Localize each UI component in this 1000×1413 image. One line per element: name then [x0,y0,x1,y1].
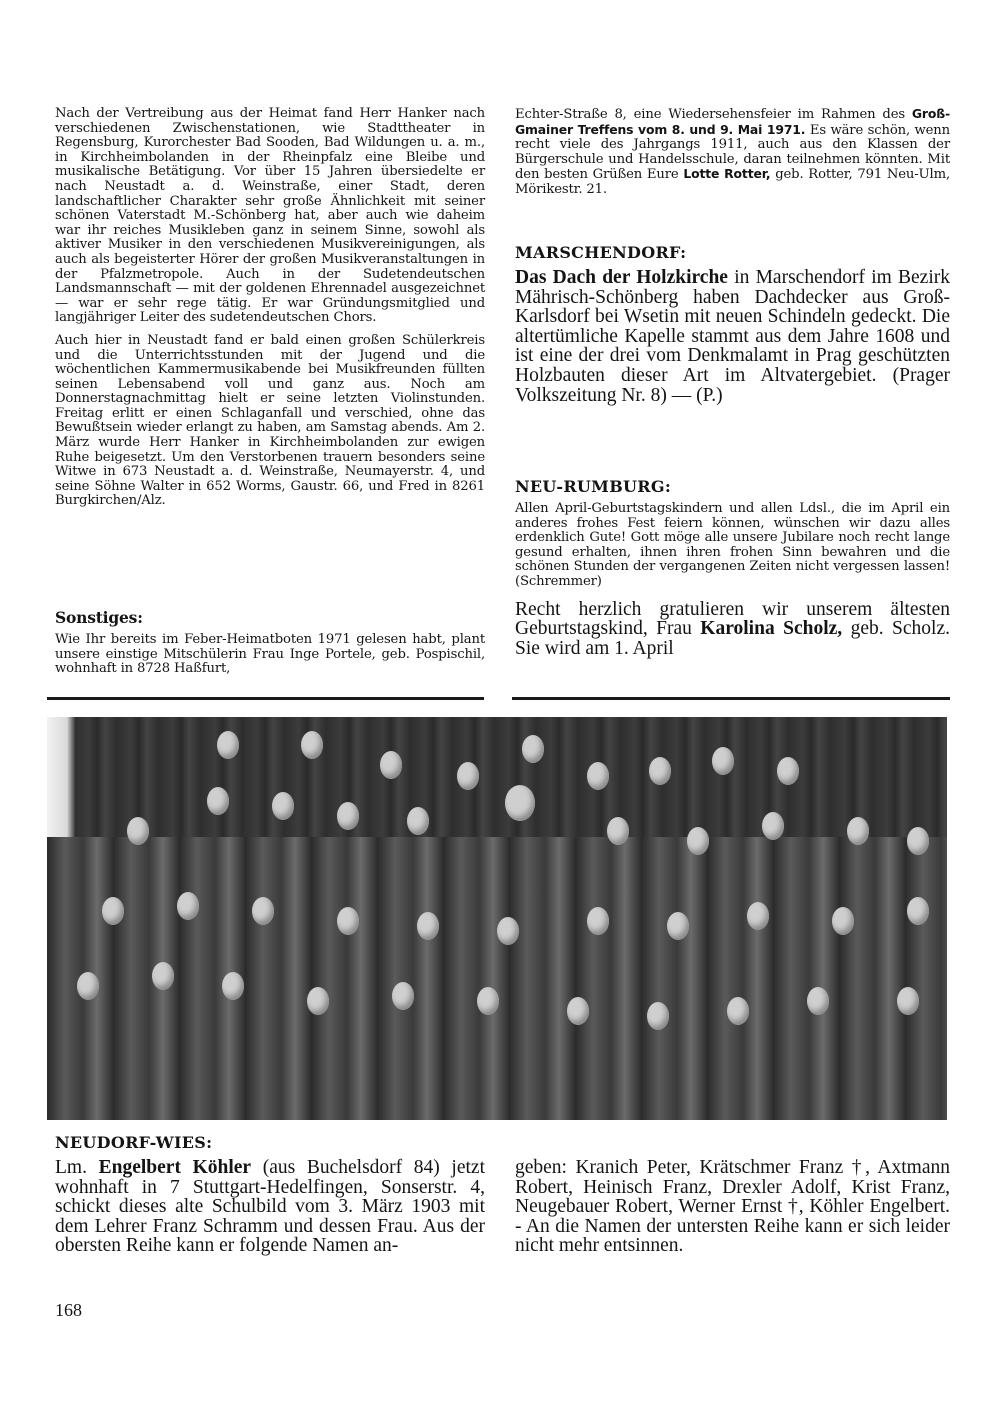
sonstiges-text: Wie Ihr bereits im Feber-Heimatboten 1971 gelesen habt, plant unsere einstige Mitschülerin Frau Inge Portele, geb. Pospischil, wohnhaft in 8728 Haßfurt, [55,632,485,677]
photo-face [762,812,784,840]
photo-face [152,962,174,990]
separator-rule-right [512,697,950,700]
photo-face [647,1002,669,1030]
photo-face [337,907,359,935]
photo-face [777,757,799,785]
reunion-event-bold: Groß-Gmainer Treffens vom 8. und 9. Mai 1971. [515,106,950,137]
left-column [55,107,485,509]
congrats-text-2: geb. Scholz. Sie wird am 1. April [515,618,950,659]
photo-face [272,792,294,820]
photo-face [807,987,829,1015]
neudorf-wies-heading: NEUDORF-WIES: [55,1133,213,1152]
separator-rule-left [47,697,484,700]
marschendorf-section [515,243,950,405]
photo-face [907,827,929,855]
photo-face [307,987,329,1015]
photo-face [667,912,689,940]
photo-face [457,762,479,790]
neudorf-names-list: geben: Kranich Peter, Krätschmer Franz †, Axtmann Robert, Heinisch Franz, Drexler Adolf, Krist Franz, Neugebauer Robert, Werner Ernst †, Köhler Engelbert. - An die Namen der untersten Reihe kann er sich leider nicht mehr entsinnen. [515,1157,950,1257]
reunion-text-3: geb. Rotter, 791 Neu-Ulm, Mörikestr. 21. [515,167,950,197]
photo-face [607,817,629,845]
neudorf-text-1: Lm. [55,1157,99,1178]
neu-rumburg-text: Allen April-Geburtstagskindern und allen Ldsl., die im April ein anderes frohes Fest feiern können, wünschen wir dazu alles erdenklich Gute! Gott möge alle unsere Jubilare noch recht lange gesund erhalten, ihnen ihren frohen Sinn bewahren und die schönen Stunden der vergangenen Zeiten nicht vergessen lassen! (Schremmer) [515,501,950,589]
sonstiges-section [55,608,485,677]
photo-face [907,897,929,925]
neudorf-text-2: (aus Buchelsdorf 84) jetzt wohnhaft in 7 Stuttgart-Hedelfingen, Sonserstr. 4, schickt dieses alte Schulbild vom 3. März 1903 mit dem Lehrer Franz Schramm und dessen Frau. Aus der obersten Reihe kann er folgende Namen an- [55,1157,485,1257]
photo-face [477,987,499,1015]
photo-face [407,807,429,835]
marschendorf-heading: MARSCHENDORF: [515,243,687,262]
reunion-notice [515,107,950,198]
photo-face [847,817,869,845]
photo-face [747,902,769,930]
photo-face [727,997,749,1025]
photo-face [712,747,734,775]
photo-face [207,787,229,815]
neudorf-wies-left-text [55,1158,485,1256]
photo-children-group [47,837,947,1120]
photo-face [217,731,239,759]
photo-face [567,997,589,1025]
photo-face [222,972,244,1000]
hanker-obituary-paragraph-1: Nach der Vertreibung aus der Heimat fand Herr Hanker nach verschiedenen Zwischenstationen, wie Stadttheater in Regensburg, Kurorchester Bad Sooden, Bad Wildungen u. a. m., in Kirchheimbolanden in der Rheinpfalz eine Bleibe und musikalische Betätigung. Vor über 15 Jahren übersiedelte er nach Neustadt a. d. Weinstraße, einer Stadt, deren landschaftlicher Charakter sehr große Ähnlichkeit mit seiner schönen Vaterstadt M.-Schönberg hat, aber auch wie daheim war ihr reiches Musikleben ganz in seinem Sinne, sowohl als aktiver Musiker in den verschiedenen Musikvereinigungen, als auch als begeisterter Hörer der großen Musikveranstaltungen in der Pfalzmetropole. Auch in der Sudetendeutschen Landsmannschaft — mit der goldenen Ehrennadel ausgezeichnet — war er sehr rege tätig. Er war Gründungsmitglied und langjähriger Leiter des sudetendeutschen Chors. [55,106,485,326]
page-number: 168 [55,1300,82,1320]
photo-face [897,987,919,1015]
photo-face [832,907,854,935]
reunion-text-2: Es wäre schön, wenn recht viele des Jahrgangs 1911, auch aus den Klassen der Bürgerschule und Handelsschule, daran teilnehmen könnten. Mit den besten Grüßen Eure [515,122,950,183]
photo-face [497,917,519,945]
photo-face [392,982,414,1010]
photo-face [301,731,323,759]
photo-face [649,757,671,785]
photo-face [337,802,359,830]
photo-face [522,735,544,763]
marschendorf-text: in Marschendorf im Bezirk Mährisch-Schönberg haben Dachdecker aus Groß-Karlsdorf bei Wsetin mit neuen Schindeln gedeckt. Die altertümliche Kapelle stammt aus dem Jahre 1608 und ist eine der drei vom Denkmalamt in Prag geschützten Holzbauten dieser Art im Altvatergebiet. (Prager Volkszeitung Nr. 8) — (P.) [515,267,950,406]
hanker-obituary-paragraph-2: Auch hier in Neustadt fand er bald einen großen Schülerkreis und die Unterrichtsstunden mit der Jugend und die wöchentlichen Kammermusikabende bei Musikfreunden füllten seinen Lebensabend voll und ganz aus. Noch am Donnerstagnachmittag hielt er seine letzten Violinstunden. Freitag erlitt er einen Schlaganfall und verschied, ohne das Bewußtsein wieder erlangt zu haben, am Samstag abends. Am 2. März wurde Herr Hanker in Kirchheimbolanden zur ewigen Ruhe beigesetzt. Um den Verstorbenen trauern besonders seine Witwe in 673 Neustadt a. d. Weinstraße, Neumayerstr. 4, und seine Söhne Walter in 652 Worms, Gaustr. 66, und Fred in 8261 Burgkirchen/Alz. [55,332,485,509]
photo-face [177,892,199,920]
photo-face [77,972,99,1000]
photo-face [102,897,124,925]
photo-face [417,912,439,940]
photo-face [687,827,709,855]
photo-face [252,897,274,925]
neu-rumburg-heading: NEU-RUMBURG: [515,477,672,496]
photo-face [587,762,609,790]
neudorf-wies-right-text [515,1158,950,1256]
reunion-author-bold: Lotte Rotter, [683,166,771,182]
sonstiges-heading: Sonstiges: [55,608,143,627]
reunion-text-1: Echter-Straße 8, eine Wiedersehensfeier im Rahmen des [515,107,912,122]
neu-rumburg-section [515,477,950,658]
photo-face [380,751,402,779]
school-class-photo [47,717,947,1120]
photo-face [127,817,149,845]
congrats-name-bold: Karolina Scholz, [700,618,843,640]
neudorf-name-bold: Engelbert Köhler [98,1157,252,1178]
photo-face [587,907,609,935]
marschendorf-lead-bold: Das Dach der Holzkirche [515,267,728,288]
congrats-text-1: Recht herzlich gratulieren wir unserem ältesten Geburtstagskind, Frau [515,598,950,640]
photo-face [505,785,535,821]
